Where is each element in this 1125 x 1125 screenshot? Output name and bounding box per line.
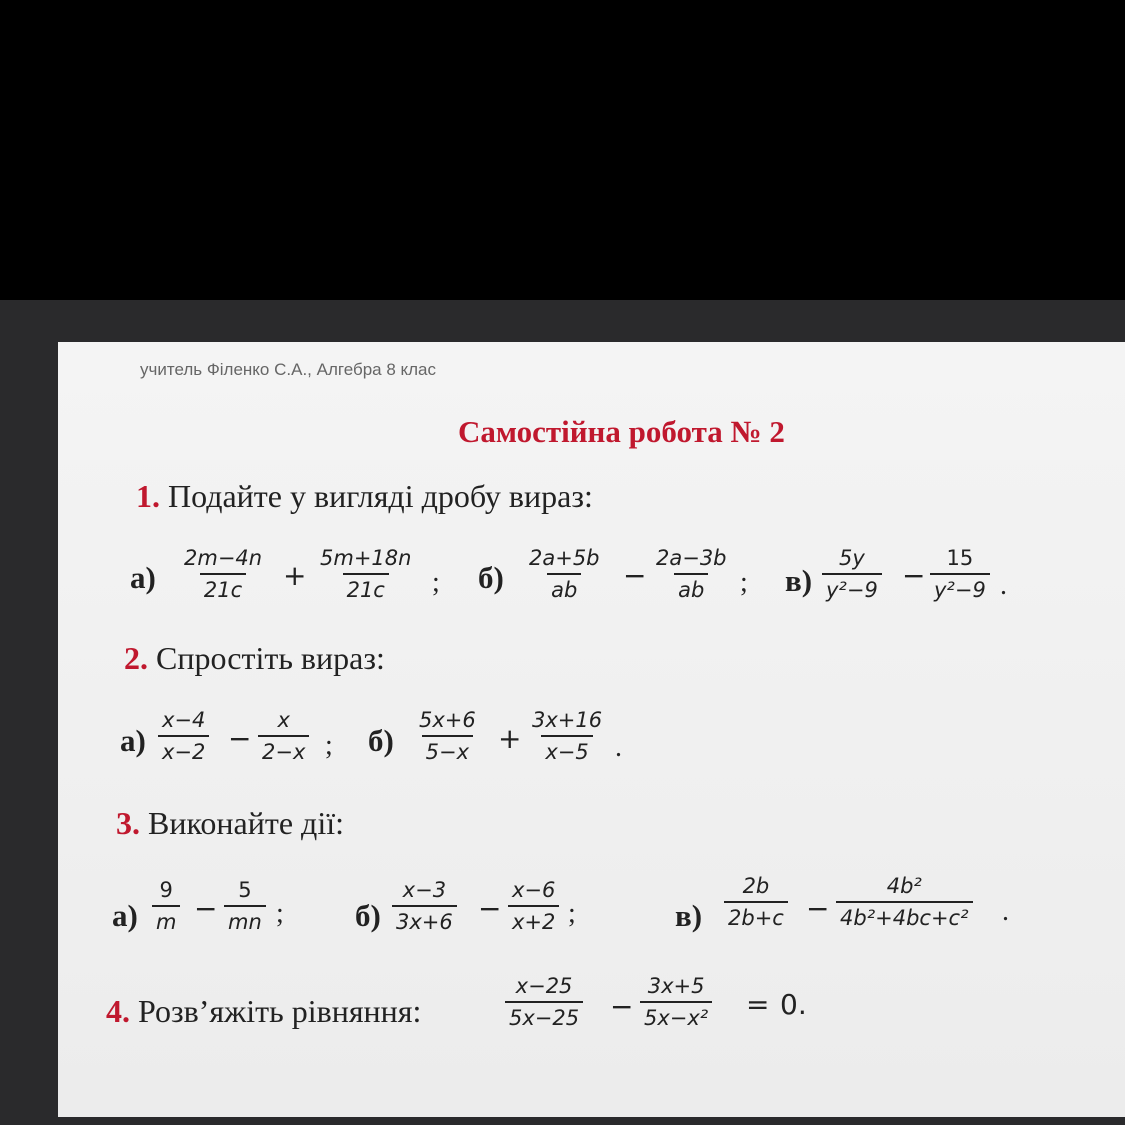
numerator: 4b² xyxy=(886,874,922,898)
denominator: 4b²+4bc+c² xyxy=(836,901,973,930)
worksheet-title: Самостійна робота № 2 xyxy=(458,414,785,449)
task-3-heading xyxy=(116,805,344,842)
label-b: б) xyxy=(368,723,394,758)
fraction xyxy=(258,708,309,764)
task-4-heading xyxy=(106,993,421,1030)
task-number: 2. xyxy=(124,640,148,676)
fraction xyxy=(415,708,480,764)
numerator: 2b xyxy=(742,874,770,898)
denominator: 2−x xyxy=(258,735,309,764)
numerator: 2a+5b xyxy=(529,546,600,570)
page-header: учитель Філенко С.А., Алгебра 8 клас xyxy=(140,360,437,379)
numerator: x xyxy=(277,708,290,732)
numerator: x−6 xyxy=(512,878,556,902)
period: . xyxy=(1002,896,1009,927)
plus-sign: + xyxy=(283,559,307,592)
semicolon: ; xyxy=(325,730,333,761)
denominator: x−5 xyxy=(541,735,592,764)
fraction xyxy=(525,546,604,602)
minus-sign: − xyxy=(902,559,926,592)
denominator: 5x−x² xyxy=(640,1001,712,1030)
denominator: ab xyxy=(547,573,581,602)
denominator: mn xyxy=(224,905,266,934)
fraction xyxy=(152,878,180,934)
label-b: б) xyxy=(355,898,381,933)
denominator: y²−9 xyxy=(930,573,990,602)
label-a: а) xyxy=(120,723,146,758)
label-b: б) xyxy=(478,560,504,595)
task-number: 4. xyxy=(106,993,130,1029)
task-1-heading xyxy=(136,478,593,515)
task-text: Виконайте дії: xyxy=(148,805,344,841)
numerator: 5m+18n xyxy=(320,546,412,570)
denominator: 21c xyxy=(343,573,389,602)
numerator: 15 xyxy=(946,546,974,570)
minus-sign: − xyxy=(610,990,634,1023)
numerator: x−3 xyxy=(402,878,447,902)
fraction xyxy=(836,874,973,930)
plus-sign: + xyxy=(498,722,522,755)
label-v: в) xyxy=(785,563,813,598)
numerator: 5 xyxy=(238,878,252,902)
numerator: x−25 xyxy=(515,974,573,998)
minus-sign: − xyxy=(194,892,218,925)
denominator: x+2 xyxy=(508,905,559,934)
numerator: 5x+6 xyxy=(419,708,476,732)
label-v: в) xyxy=(675,898,703,933)
minus-sign: − xyxy=(623,559,647,592)
denominator: m xyxy=(152,905,180,934)
task-text: Спростіть вираз: xyxy=(156,640,385,676)
fraction xyxy=(640,974,712,1030)
minus-sign: − xyxy=(228,722,252,755)
fraction xyxy=(158,708,209,764)
denominator: ab xyxy=(674,573,708,602)
numerator: 3x+5 xyxy=(647,974,705,998)
semicolon: ; xyxy=(568,898,576,929)
task-text: Подайте у вигляді дробу вираз: xyxy=(168,478,593,514)
task-number: 3. xyxy=(116,805,140,841)
fraction xyxy=(724,874,788,930)
fraction xyxy=(930,546,990,602)
equals-sign: = xyxy=(746,988,770,1021)
semicolon: ; xyxy=(432,567,440,598)
numerator: 3x+16 xyxy=(532,708,603,732)
fraction xyxy=(180,546,266,602)
semicolon: ; xyxy=(740,567,748,598)
minus-sign: − xyxy=(806,892,830,925)
period: . xyxy=(615,732,622,763)
fraction xyxy=(316,546,415,602)
numerator: 5y xyxy=(839,546,865,570)
denominator: 5−x xyxy=(422,735,473,764)
denominator: 3x+6 xyxy=(392,905,457,934)
fraction xyxy=(528,708,606,764)
numerator: 2m−4n xyxy=(184,546,263,570)
minus-sign: − xyxy=(478,892,502,925)
denominator: 2b+c xyxy=(724,901,788,930)
fraction xyxy=(392,878,457,934)
semicolon: ; xyxy=(276,898,284,929)
denominator: 5x−25 xyxy=(505,1001,583,1030)
period: . xyxy=(1000,570,1007,601)
denominator: y²−9 xyxy=(822,573,882,602)
denominator: 21c xyxy=(200,573,246,602)
fraction xyxy=(822,546,882,602)
denominator: x−2 xyxy=(158,735,209,764)
numerator: x−4 xyxy=(162,708,206,732)
task-2-heading xyxy=(124,640,385,677)
fraction xyxy=(505,974,583,1030)
task-number: 1. xyxy=(136,478,160,514)
right-hand-side: 0. xyxy=(780,988,807,1021)
numerator: 2a−3b xyxy=(656,546,727,570)
task-text: Розв’яжіть рівняння: xyxy=(138,993,422,1029)
numerator: 9 xyxy=(159,878,173,902)
fraction xyxy=(224,878,266,934)
fraction xyxy=(652,546,731,602)
label-a: а) xyxy=(130,560,156,595)
label-a: а) xyxy=(112,898,138,933)
fraction xyxy=(508,878,559,934)
